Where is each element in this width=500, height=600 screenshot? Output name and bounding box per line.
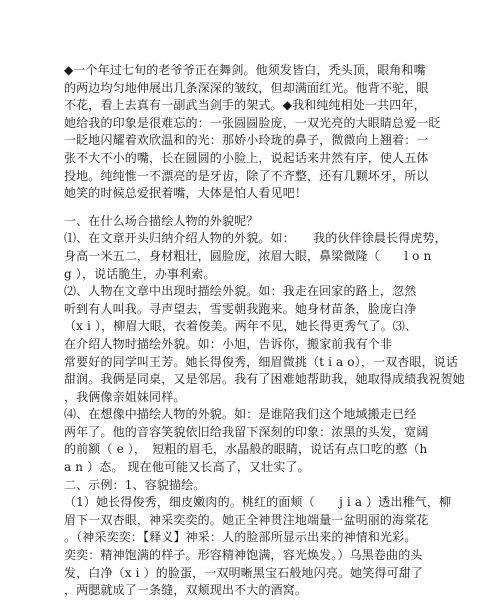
text-line: 她笑的时候总爱抿着嘴，大体是怕人看见吧！	[64, 186, 308, 201]
text-line: 奕奕：精神饱满的样子。形容精神饱满，容光焕发。）乌黑卷曲的头	[64, 548, 423, 563]
text-line: ⑷、在想像中描绘人物的外貌。如：是谁陪我们这个地域搬走已经	[64, 407, 417, 422]
text-line: ，我俩像亲姐妹同样。	[64, 389, 186, 404]
text-line: g ），说话脆生，办事利索。	[64, 266, 216, 281]
text-line: 在介绍人物时描绘外貌。如：小旭，告诉你，搬家前我有个非	[64, 336, 393, 351]
text-line: 一眨地闪耀着欢欣温和的光：那娇小玲珑的鼻子，微微向上翘着：一	[64, 133, 429, 148]
text-line: 常要好的同学叫王芳。她长得俊秀，细眉微挑（t i a o），一双杏眼，说话	[64, 354, 459, 369]
text-line: （1）她长得俊秀，细皮嫩肉的。桃红的面颊（ j i a ）透出稚气，柳	[64, 495, 452, 510]
text-line: 她给我的印象是很难忘的：一张圆圆脸庞，一双光亮的大眼睛总爱一眨	[64, 115, 441, 130]
section-heading: 一、在什么场合描绘人物的外貌呢？	[64, 213, 259, 228]
text-line: 张不大不小的嘴，长在圆圆的小脸上，说起话来井然有序，使人五体	[64, 150, 429, 165]
text-line: 。（神采奕奕：【释义】神采：人的脸部所显示出来的神情和光彩。	[64, 530, 417, 545]
text-line: ⑴、在文章开头归纳介绍人物的外貌。如： 我的伙伴徐晨长得虎势，	[64, 231, 447, 246]
text-line: 的前额（ e ）， 短粗的眉毛，水晶般的眼睛，说话有点口吃的憨（h	[64, 442, 428, 457]
text-line: 眉下一双杏眼，神采奕奕的。她正全神贯注地端量一盆明丽的海棠花	[64, 512, 429, 527]
text-line: ，两腮就成了一条缝，双颊现出不大的酒窝。	[64, 583, 308, 598]
text-line: 甜润。我俩是同桌，又是邻居。我有了困难她帮助我，她取得成绩我祝贺她	[64, 372, 465, 387]
section-heading: 二、示例：1、容貌描绘。	[64, 477, 206, 492]
text-line: 听到有人叫我。寻声望去，雪雯朝我跑来。她身材苗条，脸庞白净	[64, 301, 417, 316]
text-line: 两年了。他的音容笑貌依旧给我留下深刻的印象：浓黑的头发，宽阔	[64, 424, 429, 439]
text-line: 发，白净（x i ）的脸蛋，一双明晰黑宝石般地闪亮。她笑得可甜了	[64, 565, 424, 580]
text-line: 的两边均匀地伸展出几条深深的皱纹，但却满面红光。他背不驼，眼	[64, 80, 429, 95]
text-line: 投地。纯纯惟一不漂亮的是牙齿，除了不齐整，还有几颗坏牙，所以	[64, 168, 429, 183]
text-line: （x i ），柳眉大眼，衣着俊美。两年不见，她长得更秀气了。⑶、	[64, 319, 418, 334]
text-line: ◆一个年过七旬的老爷爷正在舞剑。他须发皆白，秃头顶，眼角和嘴	[64, 63, 426, 77]
text-line: ⑵、人物在文章中出现时描绘外貌。如：我走在回家的路上，忽然	[64, 284, 417, 299]
text-line: 不花，看上去真有一副武当剑手的架式。◆我和纯纯相处一共四年，	[64, 98, 426, 113]
text-line: a n ）态。 现在他可能又长高了，又壮实了。	[64, 460, 310, 475]
paragraph-gap	[64, 203, 464, 213]
text-line: 身高一米五二，身材粗壮，圆脸庞，浓眉大眼，鼻梁微隆（ l o n	[64, 248, 432, 263]
